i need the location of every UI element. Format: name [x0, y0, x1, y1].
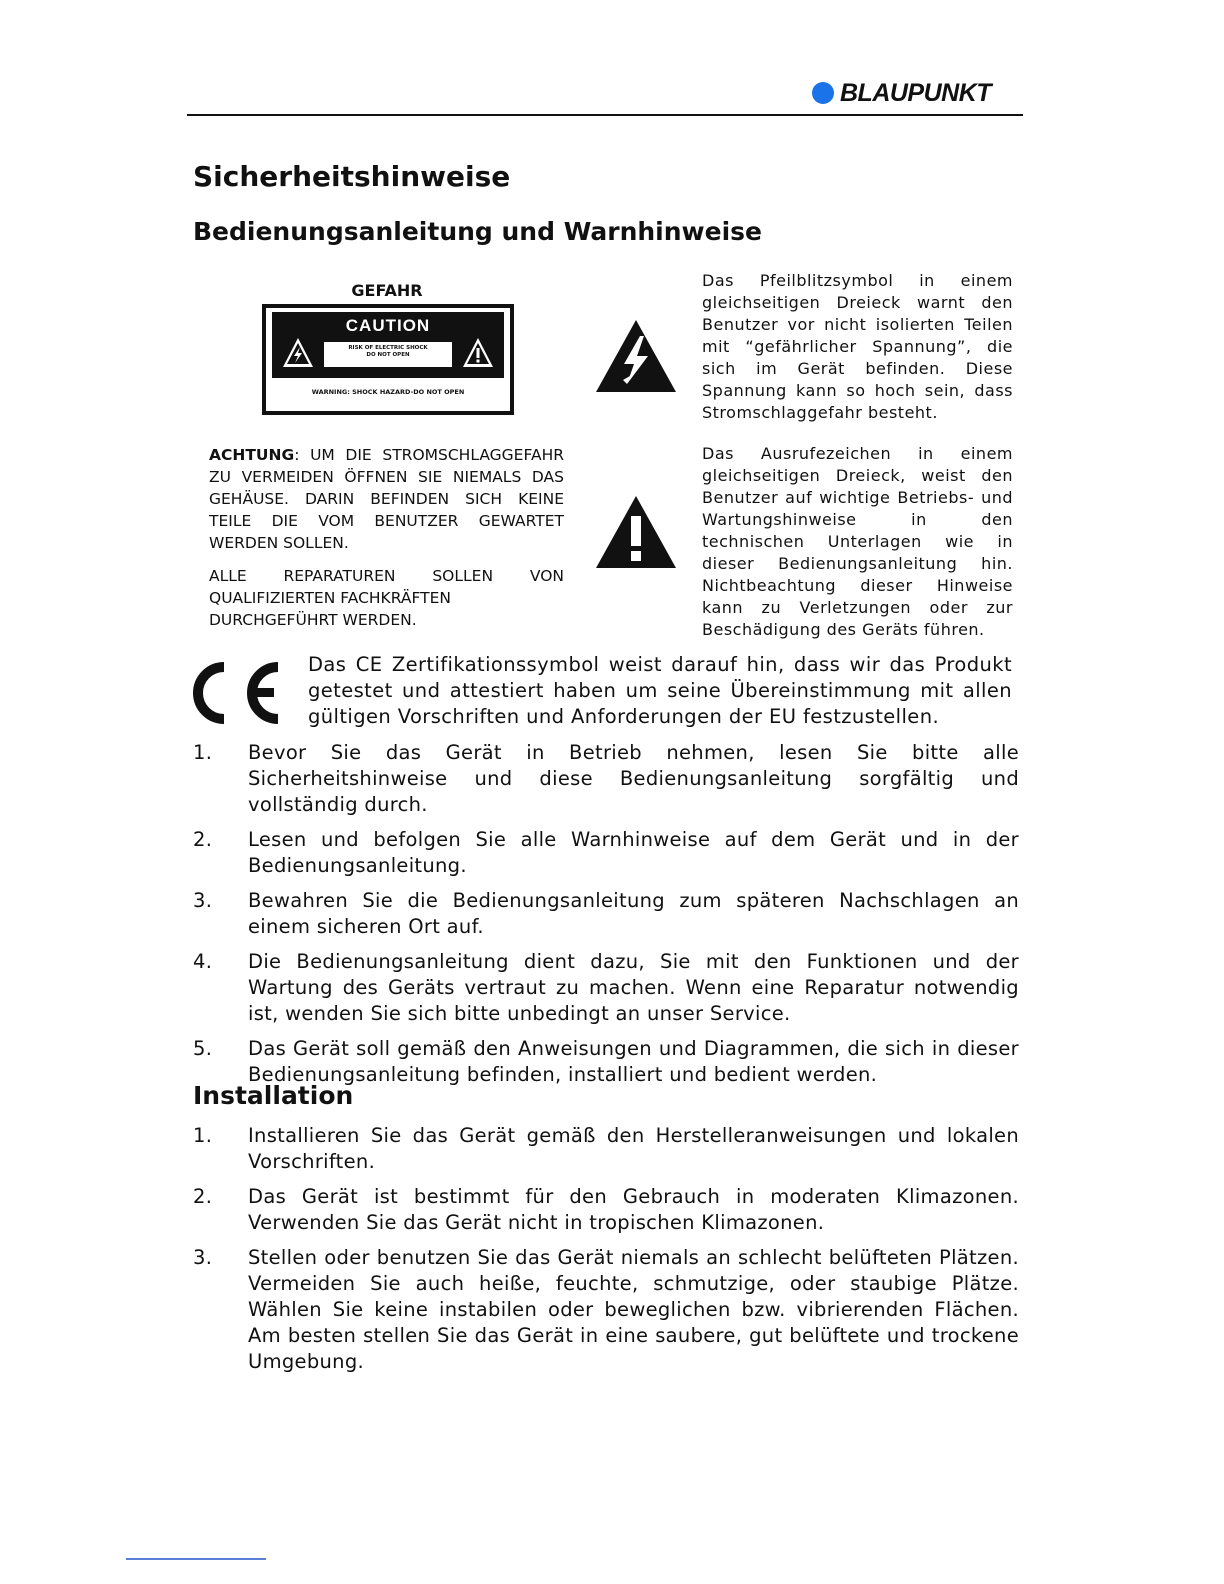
footer-underline [126, 1558, 266, 1560]
list-item-number: 3. [193, 889, 213, 912]
list-item-text: Lesen und befolgen Sie alle Warnhinweise auf dem Gerät und in der Bedienungsanleitung. [248, 828, 1019, 877]
exclamation-warning-icon [461, 336, 495, 370]
list-item [193, 1245, 1019, 1375]
caution-risk-line1: RISK OF ELECTRIC SHOCK [348, 345, 428, 351]
caution-title: CAUTION [345, 316, 431, 335]
list-item-number: 5. [193, 1037, 213, 1060]
ce-description: Das CE Zertifikationssymbol weist darauf hin, dass wir das Produkt getestet und attestiert haben um seine Übereinstimmung mit allen gültigen Vorschriften und Anforderungen der EU festzustellen. [308, 653, 1012, 728]
brand-dot-icon [812, 82, 834, 104]
gefahr-label: GEFAHR [351, 281, 423, 300]
list-item-number: 2. [193, 1185, 213, 1208]
safety-instructions-list [193, 740, 1019, 1097]
list-item [193, 827, 1019, 879]
caution-warning-text: WARNING: SHOCK HAZARD-DO NOT OPEN [311, 388, 465, 396]
list-item-text: Installieren Sie das Gerät gemäß den Herstelleranweisungen und lokalen Vorschriften. [248, 1124, 1019, 1173]
caution-risk-text [324, 342, 452, 367]
list-item-number: 1. [193, 1124, 213, 1147]
list-item-text: Das Gerät soll gemäß den Anweisungen und Diagrammen, die sich in dieser Bedienungsanleitung befinden, installiert und bedient werden. [248, 1037, 1019, 1086]
caution-risk-line2: DO NOT OPEN [366, 352, 410, 358]
list-item-number: 3. [193, 1246, 213, 1269]
repair-line: ALLE REPARATUREN SOLLEN VON QUALIFIZIERTEN FACHKRÄFTEN [209, 567, 564, 607]
achtung-paragraph [209, 444, 564, 554]
brand-logo [812, 80, 991, 106]
achtung-label: ACHTUNG [209, 446, 295, 464]
caution-label [262, 304, 514, 415]
section-heading-installation: Installation [193, 1081, 354, 1110]
list-item-number: 1. [193, 741, 213, 764]
lightning-warning-icon [281, 336, 315, 370]
list-item [193, 740, 1019, 818]
caution-header [272, 312, 504, 378]
list-item-text: Das Gerät ist bestimmt für den Gebrauch in moderaten Klimazonen. Verwenden Sie das Gerät nicht in tropischen Klimazonen. [248, 1185, 1019, 1234]
section-heading-warnings: Bedienungsanleitung und Warnhinweise [193, 217, 763, 246]
repair-paragraph [209, 565, 564, 631]
exclamation-symbol-description: Das Ausrufezeichen in einem gleichseitigen Dreieck, weist den Benutzer auf wichtige Betriebs- und Wartungshinweise in den technischen Unterlagen wie in dieser Bedienungsanleitung hin. Nichtbeachtung dieser Hinweise kann zu Verletzungen oder zur Beschädigung des Geräts führen. [702, 444, 1013, 639]
list-item [193, 1123, 1019, 1175]
list-item-number: 2. [193, 828, 213, 851]
list-item-number: 4. [193, 950, 213, 973]
list-item-text: Die Bedienungsanleitung dient dazu, Sie mit den Funktionen und der Wartung des Geräts vertraut zu machen. Wenn eine Reparatur notwendig ist, wenden Sie sich bitte unbedingt an unser Service. [248, 950, 1019, 1025]
list-item [193, 888, 1019, 940]
ce-mark-icon [186, 659, 282, 727]
list-item-text: Bewahren Sie die Bedienungsanleitung zum späteren Nachschlagen an einem sicheren Ort auf. [248, 889, 1019, 938]
brand-name: BLAUPUNKT [840, 78, 992, 107]
list-item [193, 1184, 1019, 1236]
header-divider [187, 114, 1023, 116]
installation-list [193, 1123, 1019, 1384]
lightning-triangle-icon [594, 318, 678, 394]
exclamation-triangle-icon [594, 494, 678, 570]
list-item-text: Bevor Sie das Gerät in Betrieb nehmen, lesen Sie bitte alle Sicherheitshinweise und diese Bedienungsanleitung sorgfältig und vollständig durch. [248, 741, 1019, 816]
achtung-text: : UM DIE STROMSCHLAGGEFAHR ZU VERMEIDEN ÖFFNEN SIE NIEMALS DAS GEHÄUSE. DARIN BEFINDEN SICH KEINE TEILE DIE VOM BENUTZER GEWARTET WERDEN SOLLEN. [209, 446, 564, 552]
page-title: Sicherheitshinweise [193, 160, 511, 193]
list-item-text: Stellen oder benutzen Sie das Gerät niemals an schlecht belüfteten Plätzen. Vermeiden Sie auch heiße, feuchte, schmutzige, oder staubige Plätze. Wählen Sie keine instabilen oder beweglichen bzw. vibrierenden Flächen. Am besten stellen Sie das Gerät in eine saubere, gut belüftete und trockene Umgebung. [248, 1246, 1019, 1373]
repair-last-line: DURCHGEFÜHRT WERDEN. [209, 611, 417, 629]
lightning-symbol-description: Das Pfeilblitzsymbol in einem gleichseitigen Dreieck warnt den Benutzer vor nicht isolierten Teilen mit “gefährlicher Spannung”, die sich im Gerät befinden. Diese Spannung kann so hoch sein, dass Stromschlaggefahr besteht. [702, 271, 1013, 422]
list-item [193, 949, 1019, 1027]
